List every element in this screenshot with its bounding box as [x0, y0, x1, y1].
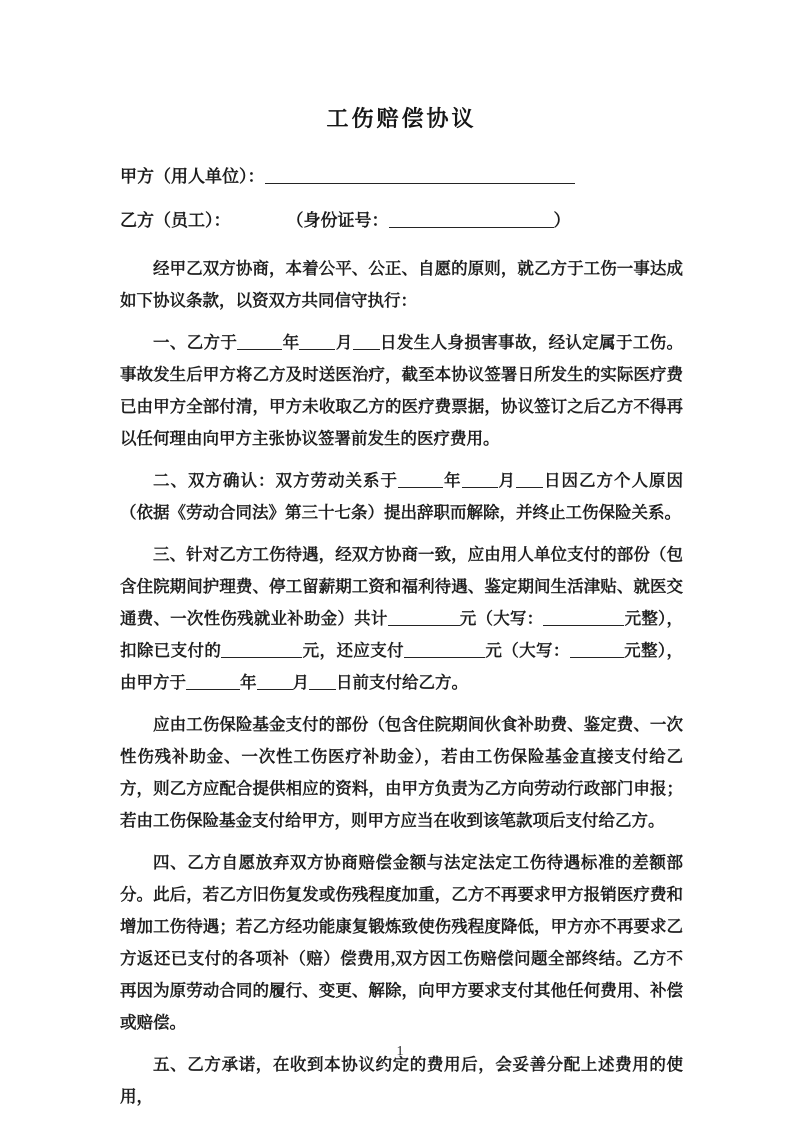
- fill-in-blank: [404, 645, 485, 658]
- fill-in-blank: [299, 337, 335, 350]
- paragraph: 四、乙方自愿放弃双方协商赔偿金额与法定法定工伤待遇标准的差额部分。此后，若乙方旧伤复发或伤残程度加重，乙方不再要求甲方报销医疗费和增加工伤待遇；若乙方经功能康复锻炼致使伤残程度降低，甲方亦不再要求乙方返还已支付的各项补（赔）偿费用,双方因工伤赔偿问题全部终结。乙方不再因为原劳动合同的履行、变更、解除，向甲方要求支付其他任何费用、补偿或赔偿。: [120, 853, 683, 1032]
- fill-in-blank: [257, 677, 293, 690]
- party-a-line: [120, 167, 683, 187]
- party-a-label: 甲方（用人单位）：: [120, 167, 265, 186]
- party-b-id-prefix: （身份证号：: [286, 211, 389, 230]
- paragraph: 二、双方确认：双方劳动关系于 年 月 日因乙方个人原因（依据《劳动合同法》第三十七条）提出辞职而解除，并终止工伤保险关系。: [120, 471, 683, 522]
- paragraph: 经甲乙双方协商，本着公平、公正、自愿的原则，就乙方于工伤一事达成如下协议条款，以资双方共同信守执行：: [120, 259, 683, 310]
- paragraph: 五、乙方承诺，在收到本协议约定的费用后，会妥善分配上述费用的使用，: [120, 1055, 683, 1106]
- party-b-line: [120, 211, 683, 231]
- party-b-id-suffix: ）: [553, 211, 571, 230]
- page-number: 1: [396, 1044, 404, 1059]
- fill-in-blank: [221, 645, 302, 658]
- paragraph: 一、乙方于 年 月 日发生人身损害事故，经认定属于工伤。事故发生后甲方将乙方及时送医治疗，截至本协议签署日所发生的实际医疗费已由甲方全部付清，甲方未收取乙方的医疗费票据，协议签订之后乙方不得再以任何理由向甲方主张协议签署前发生的医疗费用。: [120, 333, 684, 448]
- document-content: [120, 0, 683, 1123]
- document-title: 工伤赔偿协议: [326, 106, 477, 131]
- fill-in-blank: [388, 613, 460, 626]
- paragraph-list: [120, 253, 683, 1113]
- fill-in-blank: [516, 475, 543, 488]
- fill-in-blank: [353, 337, 380, 350]
- fill-in-blank: [543, 613, 624, 626]
- paragraph: 应由工伤保险基金支付的部份（包含住院期间伙食补助费、鉴定费、一次性伤残补助金、一次性工伤医疗补助金），若由工伤保险基金直接支付给乙方，则乙方应配合提供相应的资料，由甲方负责为乙方向劳动行政部门申报；若由工伤保险基金支付给甲方，则甲方应当在收到该笔款项后支付给乙方。: [120, 715, 683, 830]
- party-b-id-fill-in-blank: [389, 215, 554, 228]
- fill-in-blank: [462, 475, 498, 488]
- fill-in-blank: [570, 645, 624, 658]
- fill-in-blank: [237, 337, 282, 350]
- party-b-label: 乙方（员工）：: [120, 211, 231, 230]
- paragraph: 三、针对乙方工伤待遇，经双方协商一致，应由用人单位支付的部份（包含住院期间护理费、停工留薪期工资和福利待遇、鉴定期间生活津贴、就医交通费、一次性伤残就业补助金）共计 元（大写： 元整），扣除已支付的 元，还应支付 元（大写： 元整），由甲方于 年 月 日前支付给乙方。: [120, 545, 684, 692]
- party-a-fill-in-blank: [265, 171, 575, 184]
- fill-in-blank: [309, 677, 336, 690]
- fill-in-blank: [398, 475, 443, 488]
- fill-in-blank: [186, 677, 240, 690]
